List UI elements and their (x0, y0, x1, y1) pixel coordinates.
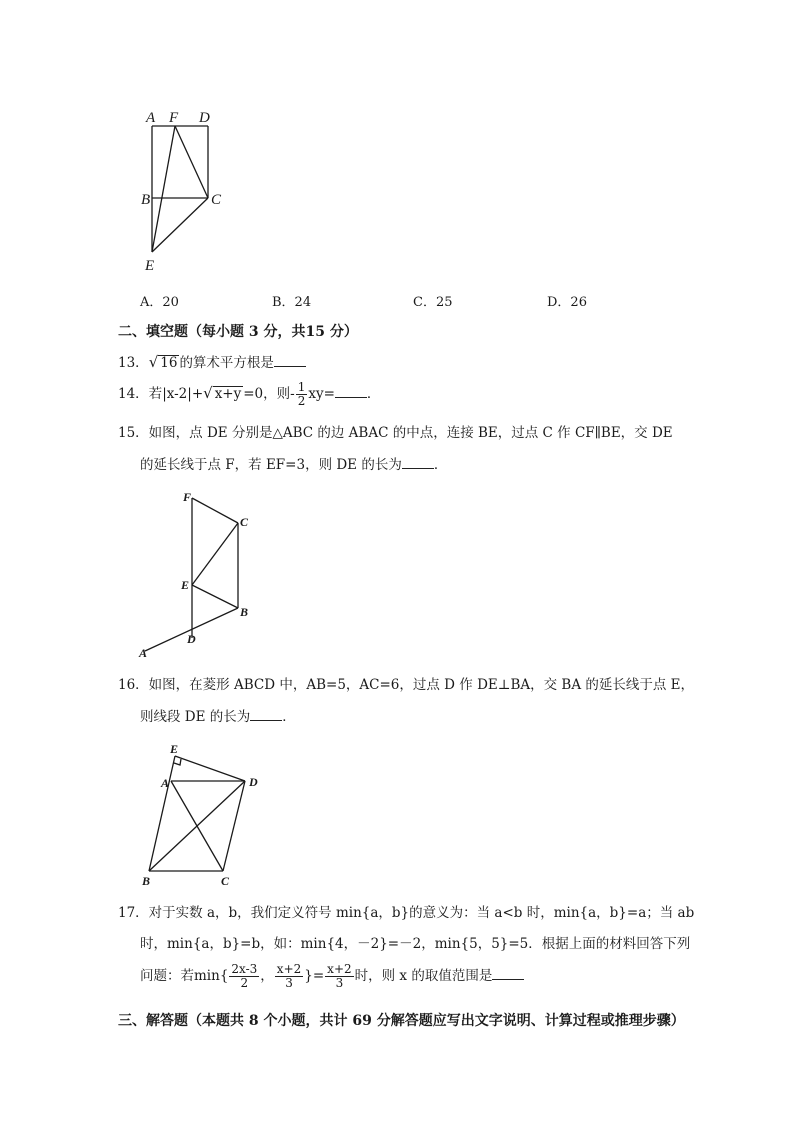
question-17-line3 (140, 963, 524, 990)
q17-comma: ， (260, 968, 274, 984)
label-B: B (141, 192, 151, 208)
answer-blank-15 (402, 456, 434, 469)
q16-line2-text: 则线段 DE 的长为 (140, 709, 251, 725)
q17-fraction-1 (229, 963, 259, 990)
option-d: D．26 (547, 295, 587, 310)
label-F: F (169, 110, 179, 126)
figure-q15 (130, 485, 260, 660)
q17-f3-num: x+2 (327, 962, 352, 976)
label-C: C (211, 192, 222, 208)
q17-f1-den: 2 (240, 976, 249, 990)
question-17-line1: 17．对于实数 a，b，我们定义符号 min{a，b}的意义为：当 a<b 时，min{a，b}=a；当 ab (118, 905, 695, 921)
q16-end: ． (282, 709, 296, 725)
label-D: D (249, 775, 258, 789)
q14-end: ． (366, 386, 381, 402)
question-14 (118, 381, 380, 408)
label-F: F (183, 490, 192, 504)
q17-min: min{ (194, 968, 229, 984)
question-17-line2: 时，min{a，b}=b，如：min{4，－2}=－2，min{5，5}=5．根据上面的材料回答下列 (140, 936, 691, 952)
sqrt-icon: √ (148, 353, 159, 371)
q17-post: 时，则 x 的取值范围是 (354, 968, 493, 984)
answer-blank-16 (250, 708, 282, 721)
figure-q12 (135, 105, 235, 275)
label-E: E (145, 258, 155, 274)
label-C: C (240, 515, 249, 529)
q13-text: 的算术平方根是 (179, 355, 274, 371)
answer-blank-13 (274, 354, 306, 367)
option-a: A．20 (140, 295, 179, 310)
q14-radicand: x+y (214, 386, 242, 402)
label-E: E (170, 742, 179, 756)
q14-eq: =0，则- (243, 386, 295, 402)
q14-frac-num: 1 (297, 380, 306, 394)
label-D: D (187, 632, 196, 646)
label-E: E (181, 578, 190, 592)
label-A: A (146, 110, 156, 126)
q17-fraction-2 (275, 963, 303, 990)
q14-fraction (296, 381, 308, 408)
question-15-line1: 15．如图，点 DE 分别是△ABC 的边 ABAC 的中点，连接 BE，过点 C 作 CF∥BE，交 DE (118, 425, 673, 441)
q13-num: 13． (118, 355, 149, 371)
label-C: C (221, 874, 230, 888)
question-15-line2 (140, 455, 447, 475)
answer-blank-17 (492, 967, 524, 980)
label-B: B (240, 605, 249, 619)
q17-pre: 问题：若 (140, 968, 194, 984)
question-16-line2 (140, 707, 296, 727)
option-c: C．25 (413, 295, 453, 310)
label-B: B (142, 874, 151, 888)
label-A: A (139, 646, 148, 660)
q13-radicand: 16 (160, 355, 178, 371)
q17-f2-den: 3 (285, 976, 293, 990)
q14-plus: + (191, 386, 204, 402)
question-16-line1: 16．如图，在菱形 ABCD 中，AB=5，AC=6，过点 D 作 DE⊥BA，交 BA 的延长线于点 E， (118, 677, 695, 693)
section-heading-solutions: 三、解答题（本题共 8 个小题，共计 69 分解答题应写出文字说明、计算过程或推理步骤） (118, 1013, 685, 1029)
q14-abs: |x-2| (162, 386, 192, 402)
section-heading-fill-in: 二、填空题（每小题 3 分，共15 分） (118, 324, 358, 340)
q17-f1-num: 2x-3 (231, 962, 258, 976)
figure-q16 (135, 738, 275, 888)
label-D: D (199, 110, 210, 126)
answer-blank-14 (335, 385, 367, 398)
q15-end: ． (433, 457, 448, 473)
q17-f2-num: x+2 (276, 962, 302, 976)
q17-close: }= (304, 968, 325, 984)
q15-line2-text: 的延长线于点 F，若 EF=3，则 DE 的长为 (140, 457, 402, 473)
question-13 (118, 352, 306, 373)
label-A: A (161, 776, 170, 790)
q14-num: 14．若 (118, 386, 163, 402)
option-b: B．24 (272, 295, 312, 310)
q14-tail: xy= (308, 386, 335, 402)
q14-frac-den: 2 (297, 394, 306, 408)
q17-f3-den: 3 (335, 976, 344, 990)
q17-fraction-3 (325, 963, 353, 990)
sqrt-icon: √ (203, 384, 213, 402)
